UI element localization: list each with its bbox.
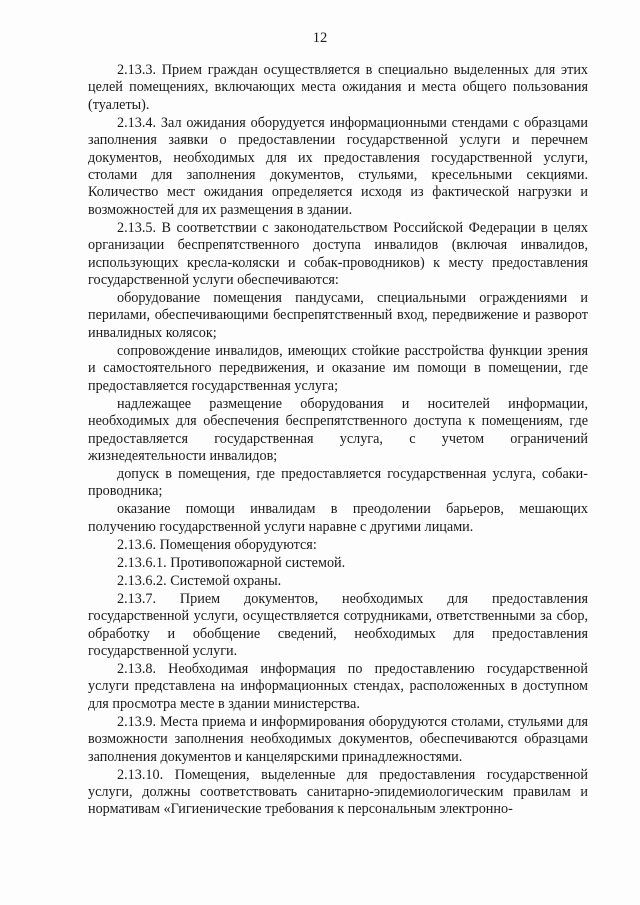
paragraph-2-13-4: 2.13.4. Зал ожидания оборудуется информационными стендами с образцами заполнения заявки о предоставлении государственной услуги и перечнем документов, необходимых для их предоставления государственной услуги, столами для заполнения документов, стульями, кресельными секциями. Количество мест ожидания определяется исходя из фактической нагрузки и возможностей для их размещения в здании. [88,114,588,218]
page-number: 12 [312,30,328,46]
paragraph-2-13-9: 2.13.9. Места приема и информирования оборудуются столами, стульями для возможности заполнения необходимых документов, обеспечиваются образцами заполнения документов и канцелярскими принадлежностями. [88,713,588,765]
paragraph-2-13-5: 2.13.5. В соответствии с законодательством Российской Федерации в целях организации беспрепятственного доступа инвалидов (включая инвалидов, использующих кресла-коляски и собак-проводников) к месту предоставления государственной услуги обеспечиваются: [88,219,588,289]
paragraph-2-13-6-1: 2.13.6.1. Противопожарной системой. [117,554,346,571]
paragraph-2-13-6: 2.13.6. Помещения оборудуются: [117,536,317,553]
paragraph-2-13-8: 2.13.8. Необходимая информация по предоставлению государственной услуги представлена на информационных стендах, расположенных в доступном для просмотра месте в здании министерства. [88,660,588,712]
list-item-equipment: надлежащее размещение оборудования и носителей информации, необходимых для обеспечения беспрепятственного доступа к помещениям, где предоставляется государственная услуга, с учетом ограничений жизнедеятельности инвалидов; [88,395,588,464]
list-item-ramps: оборудование помещения пандусами, специальными ограждениями и перилами, обеспечивающими беспрепятственный вход, передвижение и разворот инвалидных колясок; [88,290,588,341]
list-item-escort: сопровождение инвалидов, имеющих стойкие расстройства функции зрения и самостоятельного передвижения, и оказание им помощи в помещении, где предоставляется государственная услуга; [88,342,588,394]
paragraph-2-13-10: 2.13.10. Помещения, выделенные для предоставления государственной услуги, должны соответствовать санитарно-эпидемиологическим правилам и нормативам «Гигиенические требования к персональным электронно- [88,766,588,818]
document-body [88,62,588,819]
paragraph-2-13-7: 2.13.7. Прием документов, необходимых для предоставления государственной услуги, осуществляется сотрудниками, ответственными за сбор, обработку и обобщение сведений, необходимых для предоставления государственной услуги. [88,590,588,659]
paragraph-2-13-3: 2.13.3. Прием граждан осуществляется в специально выделенных для этих целей помещениях, включающих места ожидания и места общего пользования (туалеты). [88,62,588,113]
paragraph-2-13-6-2: 2.13.6.2. Системой охраны. [117,572,282,589]
list-item-guide-dog: допуск в помещения, где предоставляется государственная услуга, собаки-проводника; [88,465,588,500]
list-item-assistance: оказание помощи инвалидам в преодолении барьеров, мешающих получению государственной услуги наравне с другими лицами. [88,501,588,535]
